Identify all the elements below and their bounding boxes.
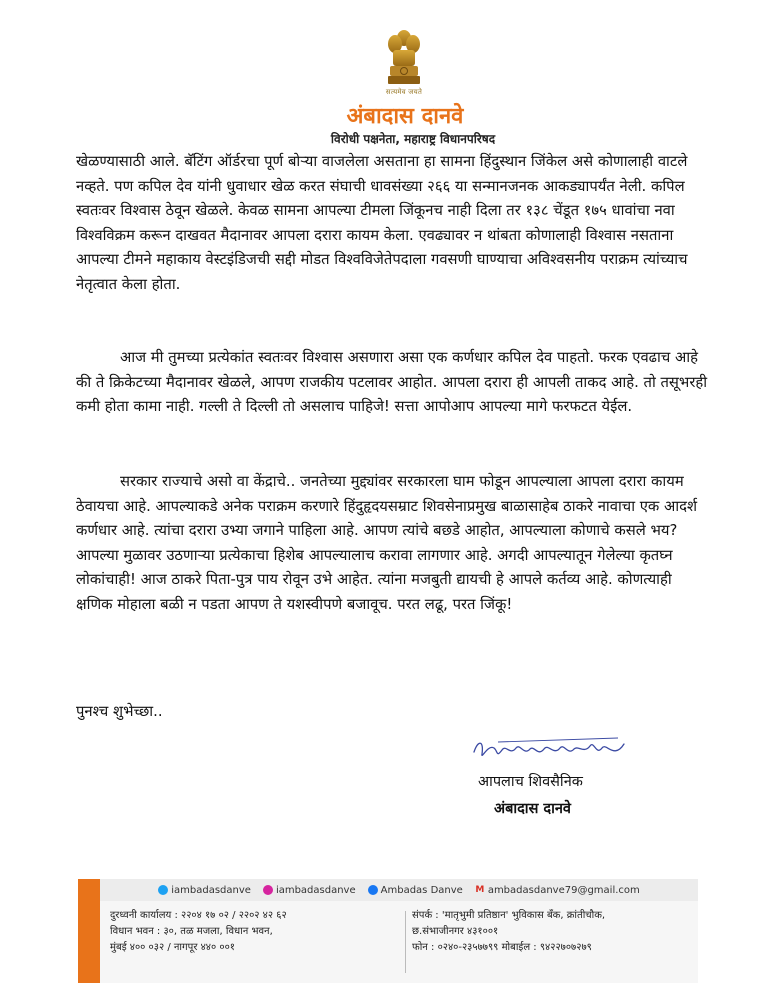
emblem-motto: सत्यमेव जयते xyxy=(385,88,423,96)
footer-divider xyxy=(405,911,406,973)
email-address: ambadasdanve79@gmail.com xyxy=(487,884,640,896)
contact-address xyxy=(412,908,694,956)
contact-line-1: संपर्क : 'मातृभुमी प्रतिष्ठान' भुविकास बँक, क्रांतीचौक, xyxy=(412,910,606,921)
facebook-icon xyxy=(368,885,378,895)
instagram-handle: iambadasdanve xyxy=(275,884,356,896)
ashoka-emblem-icon xyxy=(384,28,424,92)
contact-line-2: छ.संभाजीनगर ४३१००१ xyxy=(412,926,499,937)
signature-name: अंबादास दानवे xyxy=(494,801,571,817)
office-address-line-2: मुंबई ४०० ०३२ / नागपूर ४४० ००१ xyxy=(110,942,235,953)
closing-greeting: पुनश्च शुभेच्छा.. xyxy=(76,703,163,720)
paragraph-1: खेळण्यासाठी आले. बॅटिंग ऑर्डरचा पूर्ण बोऱ्या वाजलेला असताना हा सामना हिंदुस्थान जिंकेल असे कोणालाही वाटले नव्हते. पण कपिल देव यांनी धुवाधार खेळ करत संघाची धावसंख्या २६६ या सन्मानजनक आकड्यापर्यंत नेली. कपिल स्वतःवर विश्वास ठेवून खेळले. केवळ सामना आपल्या टीमला जिंकूनच नाही दिला तर १३८ चेंडूत १७५ धावांचा नवा विश्वविक्रम करून दाखवत मैदानावर आपला दरारा कायम केला. एवढ्यावर न थांबता कोणालाही विश्वास नसताना आपल्या टीमने महाकाय वेस्टइंडिजची सद्दी मोडत विश्वविजेतेपदाला गवसणी घाण्याचा अविश्वसनीय पराक्रम त्यांच्याच नेतृत्वात केला होता. xyxy=(76,153,688,293)
gmail-icon: M xyxy=(475,885,485,895)
signature-label: आपलाच शिवसैनिक xyxy=(478,774,583,790)
footer-address-panel xyxy=(100,901,698,983)
contact-phone-line: फोन : ०२४०-२३५७७९९ मोबाईल : ९४२२७०७२७९ xyxy=(412,942,592,953)
footer-accent-bar xyxy=(78,879,100,983)
footer-social-bar xyxy=(100,879,698,901)
handwritten-signature-icon xyxy=(468,730,638,770)
office-address xyxy=(110,908,400,956)
paragraph-3: सरकार राज्याचे असो वा केंद्राचे.. जनतेच्या मुद्द्यांवर सरकारला घाम फोडून आपल्याला आपला दरारा कायम ठेवायचा आहे. आपल्याकडे अनेक पराक्रम करणारे हिंदुहृदयसम्राट शिवसेनाप्रमुख बाळासाहेब ठाकरे नावाचा एक आदर्श कर्णधार आहे. त्यांचा दरारा उभ्या जगाने पाहिला आहे. आपण त्यांचे बछडे आहोत, आपल्याला कोणाचे कसले भय? आपल्या मुळावर उठणाऱ्या प्रत्येकाचा हिशेब आपल्यालाच करावा लागणार आहे. अगदी आपल्यातून गेलेल्या कृतघ्न लोकांचाही! आज ठाकरे पिता-पुत्र पाय रोवून उभे आहेत. त्यांना मजबुती द्यायची हे आपले कर्तव्य आहे. कोणत्याही क्षणिक मोहाला बळी न पडता आपण ते यशस्वीपणे बजावूच. परत लढू, परत जिंकू! xyxy=(76,473,698,613)
sender-designation: विरोधी पक्षनेता, महाराष्ट्र विधानपरिषद xyxy=(330,132,496,146)
sender-name-heading: अंबादास दानवे xyxy=(346,104,464,129)
social-email xyxy=(475,885,640,896)
social-twitter xyxy=(158,885,251,896)
twitter-handle: iambadasdanve xyxy=(171,884,251,896)
instagram-icon xyxy=(263,885,273,895)
facebook-handle: Ambadas Danve xyxy=(380,884,463,896)
office-phone-line: दुरध्वनी कार्यालय : २२०४ १७ ०२ / २२०२ ४२ ६२ xyxy=(110,910,287,921)
office-address-line-1: विधान भवन : ३०, तळ मजला, विधान भवन, xyxy=(110,926,273,937)
twitter-icon xyxy=(158,885,168,895)
social-instagram xyxy=(263,885,356,896)
social-facebook xyxy=(368,885,463,896)
paragraph-2: आज मी तुमच्या प्रत्येकांत स्वतःवर विश्वास असणारा असा एक कर्णधार कपिल देव पाहतो. फरक एवढाच आहे की ते क्रिकेटच्या मैदानावर खेळले, आपण राजकीय पटलावर आहोत. आपला दरारा ही आपली ताकद आहे. तो तसूभरही कमी होता कामा नाही. गल्ली ते दिल्ली तो असलाच पाहिजे! सत्ता आपोआप आपल्या मागे फरफटत येईल. xyxy=(76,349,708,415)
